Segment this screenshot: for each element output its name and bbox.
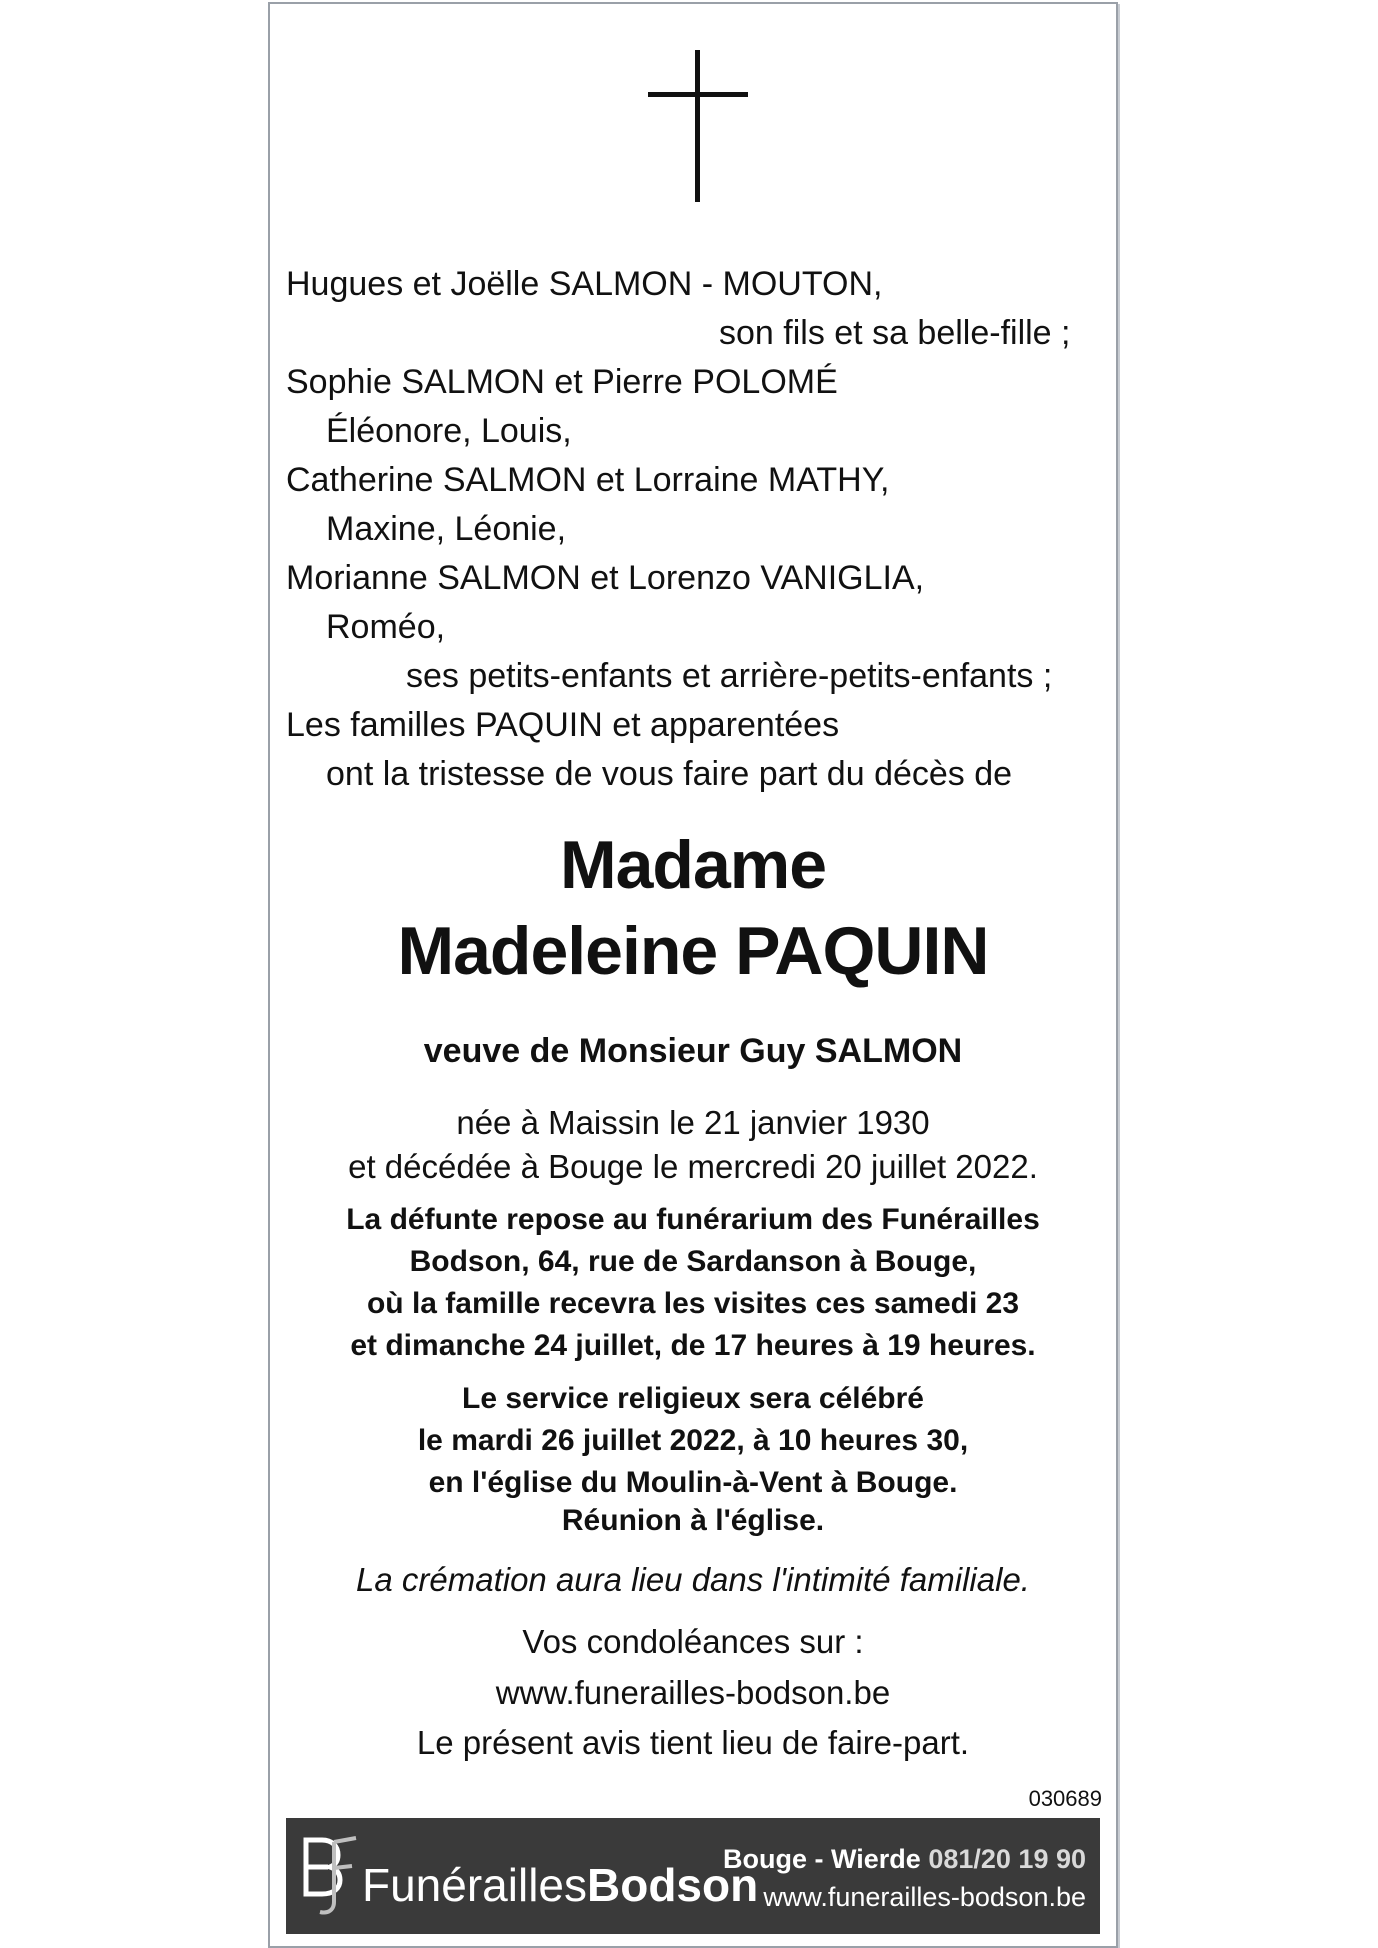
brand-part2: Bodson — [587, 1859, 759, 1911]
contact-info — [723, 1840, 1086, 1916]
family-line: Sophie SALMON et Pierre POLOMÉ — [286, 363, 838, 401]
birth-line: née à Maissin le 21 janvier 1930 — [456, 1104, 930, 1141]
family-line: Morianne SALMON et Lorenzo VANIGLIA, — [286, 559, 925, 597]
service-line: le mardi 26 juillet 2022, à 10 heures 30, — [417, 1424, 969, 1457]
family-children: Éléonore, Louis, — [326, 412, 572, 450]
cross-icon — [648, 50, 748, 200]
birth-death-info — [270, 1101, 1116, 1189]
wake-line: où la famille recevra les visites ces samedi 23 — [366, 1287, 1020, 1320]
obituary-notice — [268, 2, 1118, 1948]
family-line: Les familles PAQUIN et apparentées — [286, 706, 840, 744]
reference-number: 030689 — [1028, 1786, 1102, 1811]
phone-number: 081/20 19 90 — [928, 1844, 1086, 1874]
family-relation: son fils et sa belle-fille ; — [719, 314, 1071, 352]
family-line: Hugues et Joëlle SALMON - MOUTON, — [286, 265, 883, 303]
death-line: et décédée à Bouge le mercredi 20 juillet 2022. — [348, 1148, 1038, 1185]
location: Bouge - Wierde — [723, 1844, 921, 1874]
service-line: Le service religieux sera célébré — [462, 1382, 924, 1415]
family-line: Catherine SALMON et Lorraine MATHY, — [286, 461, 890, 499]
brand-part1: Funérailles — [362, 1859, 587, 1911]
present-notice: Le présent avis tient lieu de faire-part. — [416, 1724, 970, 1761]
bf-monogram-icon — [300, 1832, 362, 1916]
family-list — [286, 260, 1108, 799]
wake-info — [270, 1199, 1116, 1367]
funeral-home-name — [362, 1858, 758, 1912]
meeting-line: Réunion à l'église. — [561, 1504, 825, 1537]
wake-line: et dimanche 24 juillet, de 17 heures à 19 heures. — [350, 1329, 1036, 1362]
deceased-title: Madame — [559, 827, 827, 903]
family-children: Roméo, — [326, 608, 446, 646]
funeral-home-banner — [286, 1818, 1100, 1934]
condolences-label: Vos condoléances sur : — [522, 1623, 864, 1660]
cremation-line: La crémation aura lieu dans l'intimité familiale. — [356, 1561, 1030, 1598]
condolences-link[interactable]: www.funerailles-bodson.be — [495, 1674, 891, 1711]
wake-line: Bodson, 64, rue de Sardanson à Bouge, — [409, 1245, 977, 1278]
service-info — [270, 1378, 1116, 1504]
announcement-line: ont la tristesse de vous faire part du décès de — [326, 755, 1013, 793]
deceased-name: Madeleine PAQUIN — [397, 913, 989, 989]
family-relation: ses petits-enfants et arrière-petits-enfants ; — [406, 657, 1053, 695]
family-children: Maxine, Léonie, — [326, 510, 567, 548]
wake-line: La défunte repose au funérarium des Funérailles — [346, 1203, 1040, 1236]
widow-line: veuve de Monsieur Guy SALMON — [423, 1032, 963, 1070]
service-line: en l'église du Moulin-à-Vent à Bouge. — [428, 1466, 958, 1499]
website-link[interactable]: www.funerailles-bodson.be — [763, 1882, 1086, 1912]
condolences — [270, 1616, 1116, 1718]
